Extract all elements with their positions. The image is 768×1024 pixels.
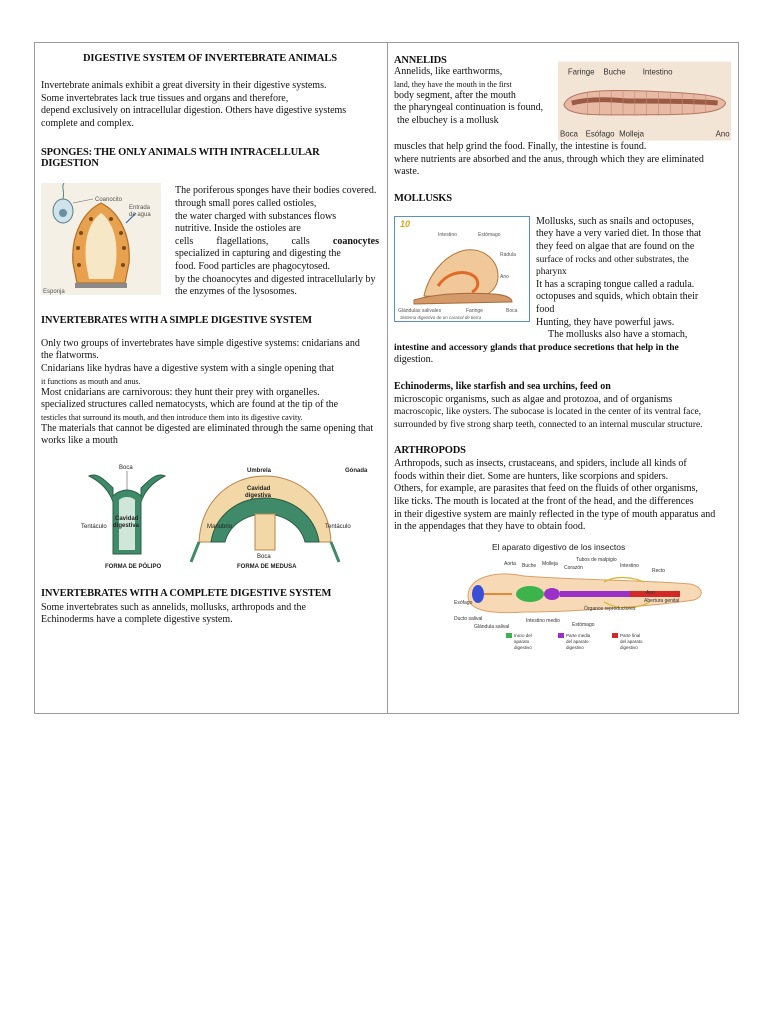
polyp-label-tentacle: Tentáculo bbox=[81, 523, 107, 530]
worm-label-boca: Boca bbox=[559, 129, 578, 139]
annelids-line: where nutrients are absorbed and the anus, through which they are eliminated bbox=[394, 153, 704, 165]
legend-label: Inicio del bbox=[514, 632, 532, 638]
polyp-label-cavity-2: digestiva bbox=[113, 522, 140, 529]
intro-line: depend exclusively on intracellular digestion. Others have digestive systems bbox=[41, 105, 347, 117]
intro-line: complete and complex. bbox=[41, 117, 135, 129]
sponge-label-entry-2: de agua bbox=[129, 212, 151, 219]
simple-line-small: it functions as mouth and anus. bbox=[41, 376, 141, 386]
simple-line: The materials that cannot be digested are eliminated through the same opening that bbox=[41, 422, 374, 434]
simple-text bbox=[41, 338, 379, 448]
simple-line: Cnidarians like hydras have a digestive system with a single opening that bbox=[41, 362, 334, 374]
insect-label-molleja: Molleja bbox=[542, 560, 558, 567]
snail-label-ano: Ano bbox=[500, 273, 509, 280]
annelids-line: muscles that help grind the food. Finally, the intestine is found. bbox=[394, 141, 647, 152]
mollusks-line: The mollusks also have a stomach, bbox=[548, 329, 688, 341]
mollusks-line: octopuses and squids, which obtain their food bbox=[536, 291, 699, 315]
insect-label-intestino-medio: Intestino medio bbox=[526, 617, 560, 624]
mollusks-text bbox=[536, 216, 716, 342]
sponge-figure bbox=[41, 183, 161, 295]
medusa-label-tentacle: Tentáculo bbox=[325, 523, 351, 530]
cells-word: flagellations, bbox=[216, 235, 269, 247]
echinoderms-line: macroscopic, like oysters. The subocase is located in the center of its ventral face, bbox=[394, 407, 702, 418]
left-column bbox=[35, 43, 387, 713]
echinoderms-heading: Echinoderms, like starfish and sea urchins, feed on bbox=[394, 380, 611, 392]
legend-label: del aparato bbox=[620, 638, 643, 644]
annelids-text bbox=[394, 55, 558, 141]
complete-heading: INVERTEBRATES WITH A COMPLETE DIGESTIVE SYSTEM bbox=[41, 587, 332, 599]
mollusks-line: Mollusks, such as snails and octopuses, bbox=[536, 215, 695, 227]
arthropods-line: in the appendages that they have to obtain food. bbox=[394, 521, 586, 533]
cnidarian-figure bbox=[79, 462, 379, 574]
snail-label-faringe: Faringe bbox=[466, 307, 483, 314]
complete-text bbox=[41, 602, 379, 627]
medusa-label-manubrium: Manubrio bbox=[207, 523, 233, 530]
mollusks-line: digestion. bbox=[394, 354, 434, 366]
sponges-cells-line bbox=[175, 236, 379, 249]
sponge-label-cell: Coanocito bbox=[95, 197, 123, 204]
legend-label: del aparato bbox=[566, 638, 589, 644]
echinoderms-line: microscopic organisms, such as algae and protozoa, and of organisms bbox=[394, 393, 673, 405]
sponges-line: specialized in capturing and digesting the bbox=[175, 248, 341, 260]
simple-line: Only two groups of invertebrates have simple digestive systems: cnidarians and bbox=[41, 337, 360, 349]
medusa-label-cavity: Cavidad bbox=[247, 485, 271, 492]
polyp-caption: FORMA DE PÓLIPO bbox=[105, 563, 162, 570]
annelids-section bbox=[394, 55, 731, 141]
worm-label-intestino: Intestino bbox=[642, 67, 673, 77]
insect-digestive-figure bbox=[454, 540, 714, 658]
simple-line: Most cnidarians are carnivorous: they hunt their prey with organelles. bbox=[41, 386, 320, 398]
sponges-line: the water charged with substances flows bbox=[175, 210, 337, 222]
document-title: DIGESTIVE SYSTEM OF INVERTEBRATE ANIMALS bbox=[82, 53, 338, 64]
snail-caption: Sistema digestivo de un caracol de tierra bbox=[400, 314, 482, 320]
worm-label-buche: Buche bbox=[602, 67, 626, 77]
simple-line-small: testicles that surround its mouth, and then introduce them into its digestive cavity. bbox=[41, 412, 303, 422]
worm-label-molleja: Molleja bbox=[618, 129, 644, 139]
sponge-label-sponge: Esponja bbox=[43, 289, 65, 296]
simple-heading: INVERTEBRATES WITH A SIMPLE DIGESTIVE SYSTEM bbox=[41, 314, 312, 326]
complete-line: Echinoderms have a complete digestive system. bbox=[41, 614, 233, 626]
intro-line: Some invertebrates lack true tissues and organs and therefore, bbox=[41, 92, 289, 104]
annelids-heading: ANNELIDS bbox=[394, 55, 447, 66]
echinoderms-line: surrounded by five strong sharp teeth, connected to an internal muscular structure. bbox=[394, 419, 703, 430]
sponges-line: The poriferous sponges have their bodies covered. bbox=[175, 185, 377, 197]
legend-label: digestivo bbox=[514, 644, 532, 650]
complete-line: Some invertebrates such as annelids, mollusks, arthropods and the bbox=[41, 601, 306, 613]
right-column bbox=[388, 43, 739, 713]
insect-label-corazon: Corazón bbox=[564, 564, 583, 571]
annelids-line: body segment, after the mouth bbox=[394, 89, 516, 101]
simple-line: works like a mouth bbox=[41, 435, 118, 447]
mollusks-line: Hunting, they have powerful jaws. bbox=[536, 316, 675, 328]
insect-legend bbox=[506, 633, 643, 650]
insect-label-ducto: Ducto salival bbox=[454, 615, 483, 622]
intro-paragraph bbox=[41, 80, 379, 130]
annelids-line: Annelids, like earthworms, bbox=[394, 66, 503, 77]
legend-label: digestivo bbox=[566, 644, 584, 650]
annelids-line-small: land, they have the mouth in the first bbox=[394, 79, 512, 89]
document-sheet bbox=[34, 42, 739, 714]
insect-label-intestino: Intestino bbox=[620, 562, 639, 569]
intro-line: Invertebrate animals exhibit a great diversity in their digestive systems. bbox=[41, 80, 327, 91]
simple-line: specialized structures called nematocysts, which are found at the tip of the bbox=[41, 399, 339, 411]
annelids-line: the pharyngeal continuation is found, bbox=[394, 102, 544, 114]
mollusks-heading: MOLLUSKS bbox=[394, 192, 452, 204]
snail-figure-number: 10 bbox=[400, 218, 411, 229]
arthropods-line: in their digestive system are mainly reflected in the type of mouth apparatus and bbox=[394, 508, 716, 520]
arthropods-heading: ARTHROPODS bbox=[394, 445, 466, 457]
mollusks-line: they have a very varied diet. In those that bbox=[536, 228, 702, 240]
polyp-label-mouth: Boca bbox=[119, 464, 133, 471]
insect-figure-title: El aparato digestivo de los insectos bbox=[492, 541, 626, 552]
mollusks-line: It has a scraping tongue called a radula. bbox=[536, 278, 695, 290]
sponges-line: through small pores called ostioles, bbox=[175, 197, 317, 209]
insect-label-organos: Órganos reproductores bbox=[584, 605, 636, 612]
sponges-section bbox=[41, 183, 379, 298]
polyp-label-cavity: Cavidad bbox=[115, 515, 139, 522]
sponges-text bbox=[175, 185, 379, 298]
insect-label-glandula: Glándula salival bbox=[474, 623, 510, 630]
annelids-rest bbox=[394, 141, 731, 179]
medusa-caption: FORMA DE MEDUSA bbox=[237, 563, 297, 570]
cells-word: cells bbox=[175, 235, 194, 247]
arthropods-line: foods within their diet. Some are hunters, like scorpions and spiders. bbox=[394, 470, 669, 482]
medusa-label-mouth: Boca bbox=[257, 553, 271, 560]
legend-label: digestivo bbox=[620, 644, 638, 650]
insect-label-tubos: Tubos de malpigio bbox=[576, 556, 617, 563]
worm-label-faringe: Faringe bbox=[567, 67, 595, 77]
insect-label-buche: Buche bbox=[522, 562, 537, 569]
sponges-line: by the choanocytes and digested intracellularly by bbox=[175, 273, 376, 285]
snail-label-estomago: Estómago bbox=[478, 231, 501, 238]
arthropods-line: Arthropods, such as insects, crustaceans, and spiders, include all kinds of bbox=[394, 458, 687, 470]
insect-label-aorta: Aorta bbox=[504, 560, 516, 567]
sponges-line: food. Food particles are phagocytosed. bbox=[175, 260, 330, 272]
insect-label-abertura: Abertura genital bbox=[644, 597, 680, 604]
insect-label-ano: Ano bbox=[646, 589, 655, 596]
earthworm-figure bbox=[558, 61, 731, 141]
legend-label: Parte media bbox=[566, 632, 591, 638]
mollusks-bold-line: intestine and accessory glands that produce secretions that help in the bbox=[394, 341, 679, 353]
sponges-heading: SPONGES: THE ONLY ANIMALS WITH INTRACELLULAR DIGESTION bbox=[41, 147, 320, 170]
medusa-label-gonad: Gónada bbox=[345, 467, 368, 474]
annelids-line: waste. bbox=[394, 166, 420, 178]
arthropods-text bbox=[394, 458, 731, 534]
mollusks-line: they feed on algae that are found on the bbox=[536, 240, 695, 252]
medusa-label-cavity-2: digestiva bbox=[245, 492, 272, 499]
arthropods-line: Others, for example, are parasites that feed on the fluids of other organisms, bbox=[394, 483, 698, 495]
snail-label-boca: Boca bbox=[506, 307, 518, 314]
simple-line: the flatworms. bbox=[41, 350, 99, 362]
legend-label: Parte final bbox=[620, 632, 641, 638]
insect-label-estomago: Estómago bbox=[572, 621, 595, 628]
insect-label-esofago: Esófago bbox=[454, 599, 473, 606]
echinoderms-text bbox=[394, 394, 731, 432]
snail-label-intestino: Intestino bbox=[438, 231, 457, 238]
annelids-line: the elbuchey is a mollusk bbox=[397, 114, 499, 126]
cells-word-bold: coanocytes bbox=[332, 235, 379, 247]
snail-figure bbox=[394, 216, 530, 322]
sponges-line: nutritive. Inside the ostioles are bbox=[175, 223, 301, 235]
cells-word: calls bbox=[291, 235, 310, 247]
worm-label-ano: Ano bbox=[715, 129, 730, 139]
sponge-label-entry: Entrada bbox=[129, 205, 151, 212]
medusa-label-umbrella: Umbrela bbox=[247, 467, 272, 474]
arthropods-line: like ticks. The mouth is located at the front of the head, and the differences bbox=[394, 496, 694, 508]
insect-label-recto: Recto bbox=[652, 567, 666, 574]
snail-label-radula: Rádula bbox=[500, 251, 516, 258]
worm-label-esofago: Esófago bbox=[585, 129, 615, 139]
snail-label-glands: Glándulas salivales bbox=[398, 307, 442, 314]
mollusks-line: surface of rocks and other substrates, the pharynx bbox=[536, 254, 689, 278]
legend-label: aparato bbox=[514, 638, 530, 644]
mollusks-section bbox=[394, 216, 731, 342]
sponges-line: the enzymes of the lysosomes. bbox=[175, 286, 297, 298]
